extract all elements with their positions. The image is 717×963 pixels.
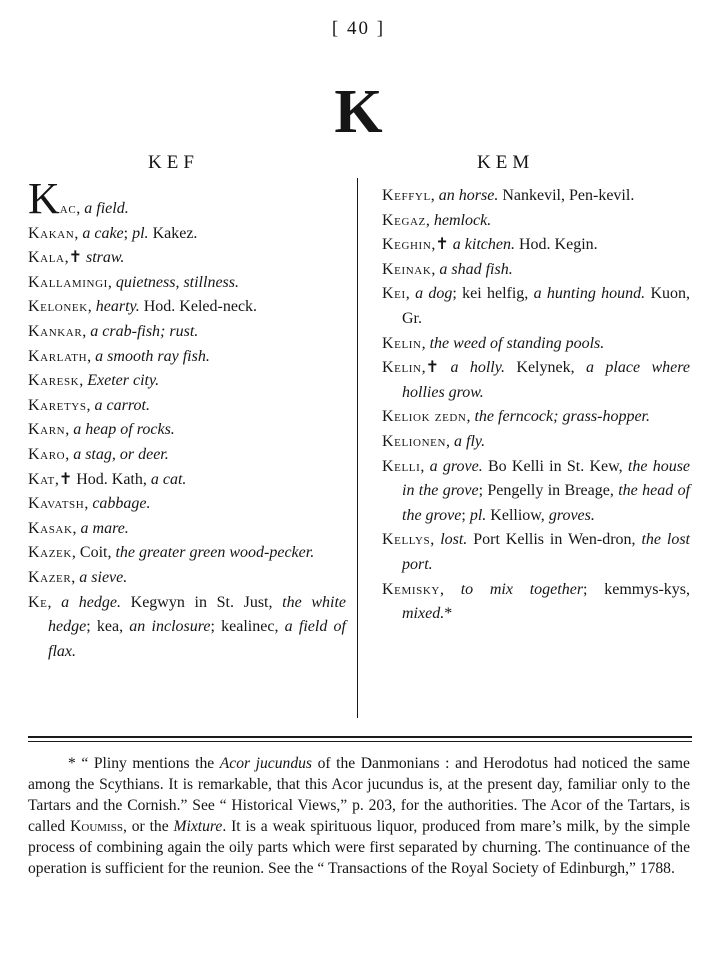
entry-definition: a smooth ray fish. xyxy=(95,347,210,365)
entry-definition: a fly. xyxy=(454,432,486,450)
dictionary-entry: Kelin, the weed of standing pools. xyxy=(382,334,605,352)
footnote-rule xyxy=(28,736,692,738)
entry-definition: a crab-fish; rust. xyxy=(90,322,199,340)
entry-headword: Keinak xyxy=(382,260,432,278)
drop-cap: K xyxy=(28,174,60,223)
dictionary-entry: Kallamingi, quietness, stillness. xyxy=(28,273,239,291)
entry-definition: a hedge. Kegwyn in St. Just, the white hedge; kea, an inclosure; kealinec, a field of flax. xyxy=(48,593,346,660)
entry-headword: Keliok zedn xyxy=(382,408,467,426)
entry-headword: Ke xyxy=(28,593,48,611)
left-column xyxy=(28,174,346,664)
entry-headword: Kelionen xyxy=(382,432,447,450)
dictionary-entry: Kazek, Coit, the greater green wood-pecker. xyxy=(28,544,315,562)
entry-headword: Kelli xyxy=(382,457,421,475)
entry-headword: Kala xyxy=(28,249,65,267)
dictionary-entry: Karo, a stag, or deer. xyxy=(28,445,169,463)
entry-definition: a kitchen. Hod. Kegin. xyxy=(452,236,598,254)
dictionary-entry: Kegaz, hemlock. xyxy=(382,211,492,229)
entry-headword: Kemisky xyxy=(382,580,440,598)
entry-definition: the weed of standing pools. xyxy=(429,334,605,352)
dictionary-entry: Keghin,✝ a kitchen. Hod. Kegin. xyxy=(382,236,598,254)
entry-definition: a carrot. xyxy=(94,396,150,414)
dictionary-entry: Kala,✝ straw. xyxy=(28,249,125,267)
dagger-mark: ✝ xyxy=(58,470,73,488)
entry-definition: a heap of rocks. xyxy=(73,421,175,439)
entry-headword: Keghin xyxy=(382,236,432,254)
entry-definition: a mare. xyxy=(80,519,129,537)
dictionary-entry: Kankar, a crab-fish; rust. xyxy=(28,322,199,340)
entry-definition: quietness, stillness. xyxy=(115,273,239,291)
dictionary-entry: Keffyl, an horse. Nankevil, Pen-kevil. xyxy=(382,187,635,204)
footnote: * “ Pliny mentions the Acor jucundus of the Danmonians : and Herodotus had noticed the same among the Scythians. It is remarkable, that this Acor jucundus is, at the present day, familiar only to the Tartars and the Cornish.” See “ Historical Views,” p. 203, for the authorities. The Acor of the Tartars, is called Koumiss, or the Mixture. It is a weak spirituous liquor, produced from mare’s milk, by the simple process of combining again the oily parts which were first separated by churning. The continuance of the operation is sufficient for the reunion. See the “ Transactions of the Royal Society of Edinburgh,” 1788. xyxy=(28,755,691,877)
entry-definition: a grove. Bo Kelli in St. Kew, the house in the grove; Pengelly in Breage, the head of the grove; pl. Kelliow, groves. xyxy=(402,457,691,524)
column-divider xyxy=(357,178,358,718)
dictionary-entry: Kat,✝ Hod. Kath, a cat. xyxy=(28,470,187,488)
entry-definition: a dog; kei helfig, a hunting hound. Kuon, Gr. xyxy=(402,285,691,327)
footnote-rule-thin xyxy=(28,741,692,742)
entry-headword: ac xyxy=(59,200,77,217)
dictionary-entry: Karlath, a smooth ray fish. xyxy=(28,347,210,365)
dictionary-entry: Ke, a hedge. Kegwyn in St. Just, the white hedge; kea, an inclosure; kealinec, a field of flax. xyxy=(28,593,346,660)
dagger-mark: ✝ xyxy=(68,249,82,267)
entry-definition: the ferncock; grass-hopper. xyxy=(474,408,650,426)
page-number: [ 40 ] xyxy=(331,18,386,39)
entry-definition: an horse. Nankevil, Pen-kevil. xyxy=(438,187,635,204)
entry-headword: Kelin xyxy=(382,334,422,352)
dictionary-entry: Kelin,✝ a holly. Kelynek, a place where hollies grow. xyxy=(382,359,691,401)
entry-headword: Keffyl xyxy=(382,187,431,204)
dictionary-entry: Karesk, Exeter city. xyxy=(28,372,160,390)
dictionary-entry: Kelionen, a fly. xyxy=(382,432,486,450)
entry-headword: Kazer xyxy=(28,568,72,586)
entry-definition: a field. xyxy=(84,200,129,217)
dictionary-entry: Kavatsh, cabbage. xyxy=(28,495,151,513)
entry-definition: a cake; pl. Kakez. xyxy=(82,224,198,242)
entry-headword: Kakan xyxy=(28,224,75,242)
entry-headword: Kasak xyxy=(28,519,73,537)
entry-headword: Kazek xyxy=(28,544,72,562)
entry-definition: lost. Port Kellis in Wen-dron, the lost port. xyxy=(402,531,691,573)
entry-headword: Karn xyxy=(28,421,66,439)
entry-definition: a sieve. xyxy=(79,568,128,586)
dictionary-entry: Kac, a field. xyxy=(28,174,129,223)
dictionary-entry: Keinak, a shad fish. xyxy=(382,260,513,278)
entry-definition: cabbage. xyxy=(92,495,151,513)
entry-headword: Kelonek xyxy=(28,298,88,316)
entry-headword: Kavatsh xyxy=(28,495,85,513)
entry-definition: hearty. Hod. Keled-neck. xyxy=(95,298,258,316)
entry-definition: Coit, the greater green wood-pecker. xyxy=(79,544,315,562)
dagger-mark: ✝ xyxy=(425,359,440,377)
entry-definition: a holly. Kelynek, a place where hollies grow. xyxy=(402,359,691,401)
dagger-mark: ✝ xyxy=(435,236,449,254)
dictionary-entry: Kellys, lost. Port Kellis in Wen-dron, the lost port. xyxy=(382,531,691,573)
dictionary-entry: Kasak, a mare. xyxy=(28,519,129,537)
dictionary-entry: Kei, a dog; kei helfig, a hunting hound. Kuon, Gr. xyxy=(382,285,691,327)
dictionary-entry: Kemisky, to mix together; kemmys-kys, mixed.* xyxy=(382,580,691,623)
entry-headword: Karlath xyxy=(28,347,88,365)
entry-definition: straw. xyxy=(85,249,125,267)
dictionary-entry: Kelli, a grove. Bo Kelli in St. Kew, the house in the grove; Pengelly in Breage, the head of the grove; pl. Kelliow, groves. xyxy=(382,457,691,524)
entry-headword: Kankar xyxy=(28,322,83,340)
dictionary-entry: Keliok zedn, the ferncock; grass-hopper. xyxy=(382,408,650,426)
entry-headword: Kat xyxy=(28,470,55,488)
dictionary-entry: Kelonek, hearty. Hod. Keled-neck. xyxy=(28,298,258,316)
left-column-header: KEF xyxy=(148,152,199,173)
entry-headword: Kelin xyxy=(382,359,422,377)
right-column xyxy=(382,178,690,627)
entry-headword: Kellys xyxy=(382,531,431,549)
entry-definition: Exeter city. xyxy=(87,372,160,390)
dictionary-entry: Kakan, a cake; pl. Kakez. xyxy=(28,224,198,242)
entry-definition: to mix together; kemmys-kys, mixed.* xyxy=(402,580,691,623)
entry-definition: a stag, or deer. xyxy=(73,445,169,463)
entry-headword: Kegaz xyxy=(382,211,426,229)
dictionary-entry: Kazer, a sieve. xyxy=(28,568,128,586)
entry-headword: Kallamingi xyxy=(28,273,108,291)
entry-headword: Karesk xyxy=(28,372,80,390)
entry-headword: Karo xyxy=(28,445,66,463)
dictionary-entry: Karetys, a carrot. xyxy=(28,396,150,414)
dictionary-entry: Karn, a heap of rocks. xyxy=(28,421,175,439)
right-column-header: KEM xyxy=(477,152,535,173)
entry-definition: Hod. Kath, a cat. xyxy=(76,470,187,488)
entry-headword: Kei xyxy=(382,285,406,303)
entry-definition: a shad fish. xyxy=(439,260,513,278)
entry-headword: Karetys xyxy=(28,396,87,414)
section-letter: K xyxy=(334,78,383,146)
entry-definition: hemlock. xyxy=(433,211,492,229)
